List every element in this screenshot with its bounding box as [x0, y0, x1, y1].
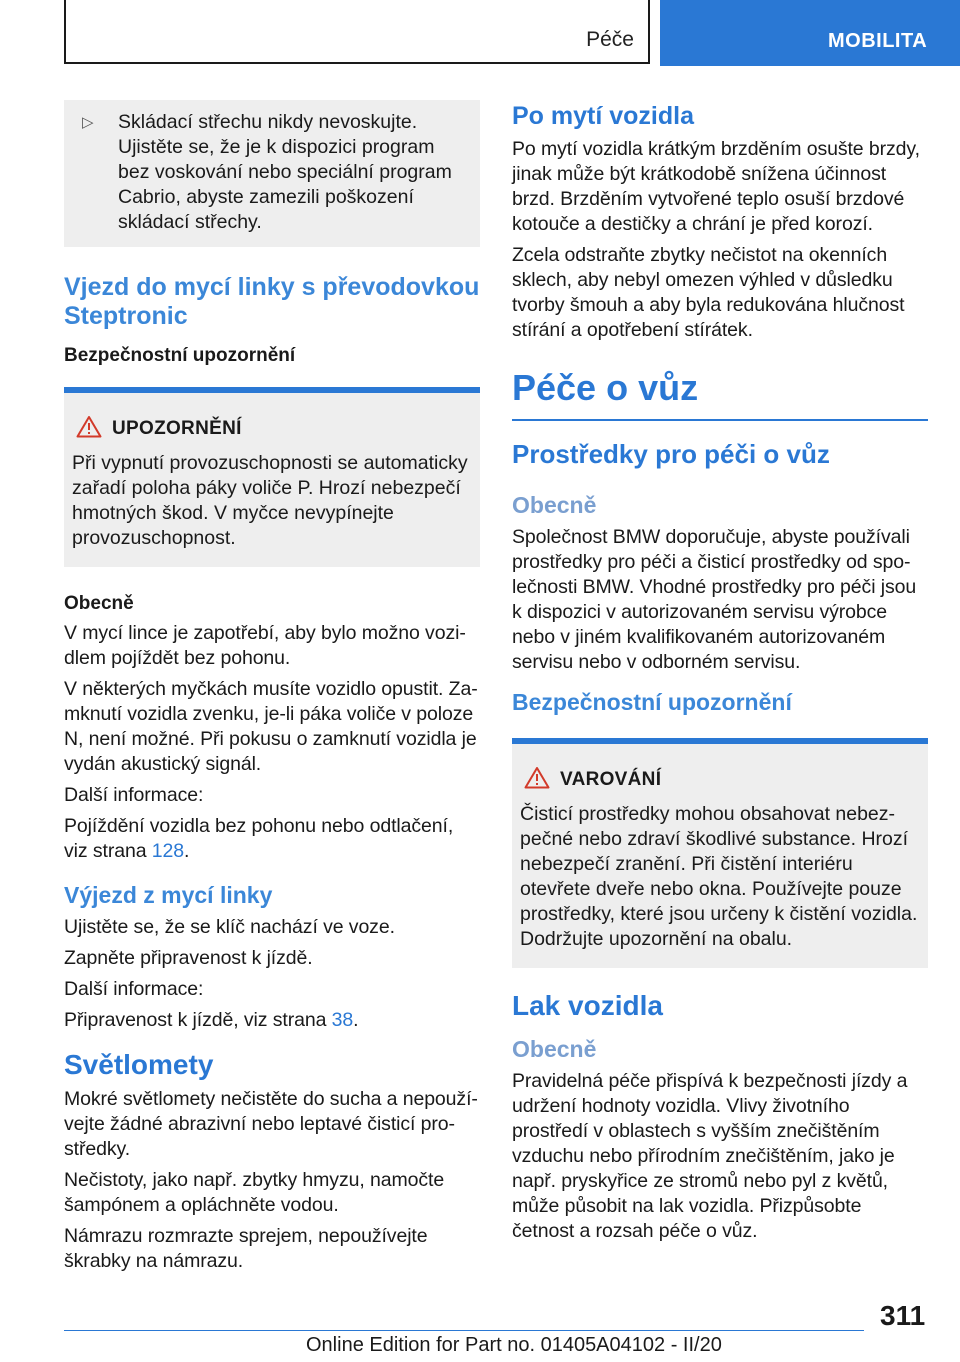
triangle-marker-icon: ▷	[82, 114, 94, 131]
paragraph: Zapněte připravenost k jízdě.	[64, 947, 313, 969]
paragraph: Námrazu rozmrazte sprejem, nepoužívejte škrabky na námrazu.	[64, 1225, 428, 1272]
paragraph-with-link: Připravenost k jízdě, viz strana 38.	[64, 1009, 359, 1031]
heading-headlights: Světlomety	[64, 1049, 214, 1080]
warning-triangle-icon	[520, 766, 560, 794]
paragraph: Ujistěte se, že se klíč nachází ve voze.	[64, 916, 395, 938]
paragraph-with-link: Pojíždění vozidla bez pohonu nebo odtlačení, viz strana 128.	[64, 815, 454, 862]
heading-car-care: Péče o vůz	[512, 367, 699, 408]
edition-footer: Online Edition for Part no. 01405A04102 - II/20	[306, 1334, 722, 1356]
warning-triangle-icon	[72, 415, 112, 443]
paragraph: Nečistoty, jako např. zbytky hmyzu, namočte šampónem a opláchněte vodou.	[64, 1169, 445, 1216]
heading-general: Obecně	[64, 593, 134, 614]
section-title: Péče	[586, 28, 634, 51]
page-link-128[interactable]: 128	[151, 840, 185, 862]
heading-after-wash: Po mytí vozidla	[512, 102, 694, 130]
paragraph: Po mytí vozidla krátkým brzděním osušte brzdy, jinak může být krátkodobě snížena účinnost brzd. Brzděním vytvořené teplo osuší brzdové kotouče a destičky a chrání je před korozí.	[512, 138, 920, 235]
heading-care-products: Prostředky pro péči o vůz	[512, 439, 830, 469]
paragraph-text: Pojíždění vozidla bez pohonu nebo odtlačení, viz strana	[64, 815, 454, 862]
heading-general: Obecně	[512, 492, 597, 518]
page-number: 311	[880, 1300, 926, 1331]
header-section-box	[64, 0, 650, 64]
paragraph: Společnost BMW doporučuje, abyste používali prostředky pro péči a čisticí prostředky od společnosti BMW. Vhodné prostředky pro péči jsou k dispozici v autorizovaném servisu výrobce nebo v jiném kvalifikovaném autorizovaném servisu nebo v odborném servisu.	[512, 526, 917, 673]
caution-box	[64, 387, 480, 567]
left-column	[64, 100, 480, 1280]
paragraph: Mokré světlomety nečistěte do sucha a nepoužívejte žádné abrazivní nebo leptavé čisticí prostředky.	[64, 1088, 478, 1160]
paragraph: Zcela odstraňte zbytky nečistot na okenních sklech, aby nebyl omezen výhled v důsledku tvorby šmouh a aby byla redukována hlučnost stírání a opotřebení stírátek.	[512, 244, 905, 341]
caution-title: UPOZORNĚNÍ	[112, 418, 242, 439]
note-text: Skládací střechu nikdy nevoskujte. Ujistěte se, že je k dispozici program bez voskování nebo speciální program Cabrio, abyste zamezili poškození skládací střechy.	[118, 111, 452, 233]
page-link-38[interactable]: 38	[331, 1009, 354, 1031]
warning-text: Čisticí prostředky mohou obsahovat nebezpečné nebo zdraví škodlivé substance. Hrozí nebezpečí zranění. Při čistění interiéru otevřete dveře nebo okna. Používejte pouze prostředky, které jsou určeny k čistění vozidla. Dodržujte upozornění na obalu.	[520, 803, 918, 950]
paragraph: V mycí lince je zapotřebí, aby bylo možno vozidlem pojíždět bez pohonu.	[64, 622, 466, 669]
heading-safety-notes: Bezpečnostní upozornění	[512, 689, 792, 715]
paragraph: Další informace:	[64, 978, 204, 1000]
heading-rule	[512, 419, 928, 421]
right-column	[512, 100, 928, 1250]
heading-paint: Lak vozidla	[512, 990, 663, 1021]
heading-exit-wash: Výjezd z mycí linky	[64, 882, 273, 908]
heading-safety-notes: Bezpečnostní upozornění	[64, 345, 296, 366]
heading-steptronic: Vjezd do mycí linky s převodovkou Steptronic	[64, 273, 480, 330]
warning-box	[512, 738, 928, 968]
warning-title: VAROVÁNÍ	[560, 769, 662, 790]
chapter-tab[interactable]	[660, 0, 960, 66]
paragraph-text: Připravenost k jízdě, viz strana	[64, 1009, 332, 1031]
footer-rule	[64, 1330, 864, 1331]
chapter-tab-label: MOBILITA	[828, 30, 928, 52]
info-note	[64, 100, 480, 247]
caution-text: Při vypnutí provozuschopnosti se automaticky zařadí poloha páky voliče P. Hrozí nebezpečí hmotných škod. V myčce nevypínejte provozuschopnost.	[72, 452, 468, 549]
paragraph: V některých myčkách musíte vozidlo opustit. Zamknutí vozidla zvenku, je-li páka voliče v poloze N, není možné. Při pokusu o zamknutí vozidla je vydán akustický signál.	[64, 678, 478, 775]
heading-general: Obecně	[512, 1036, 597, 1062]
paragraph: Další informace:	[64, 784, 204, 806]
paragraph: Pravidelná péče přispívá k bezpečnosti jízdy a udržení hodnoty vozidla. Vlivy životního prostředí v oblastech s vyšším znečištěním vzduchu nebo přírodním znečištěním, jako je např. pryskyřice ze stromů nebo pyl z květů, může působit na lak vozidla. Přizpůsobte četnost a rozsah péče o vůz.	[512, 1070, 908, 1242]
